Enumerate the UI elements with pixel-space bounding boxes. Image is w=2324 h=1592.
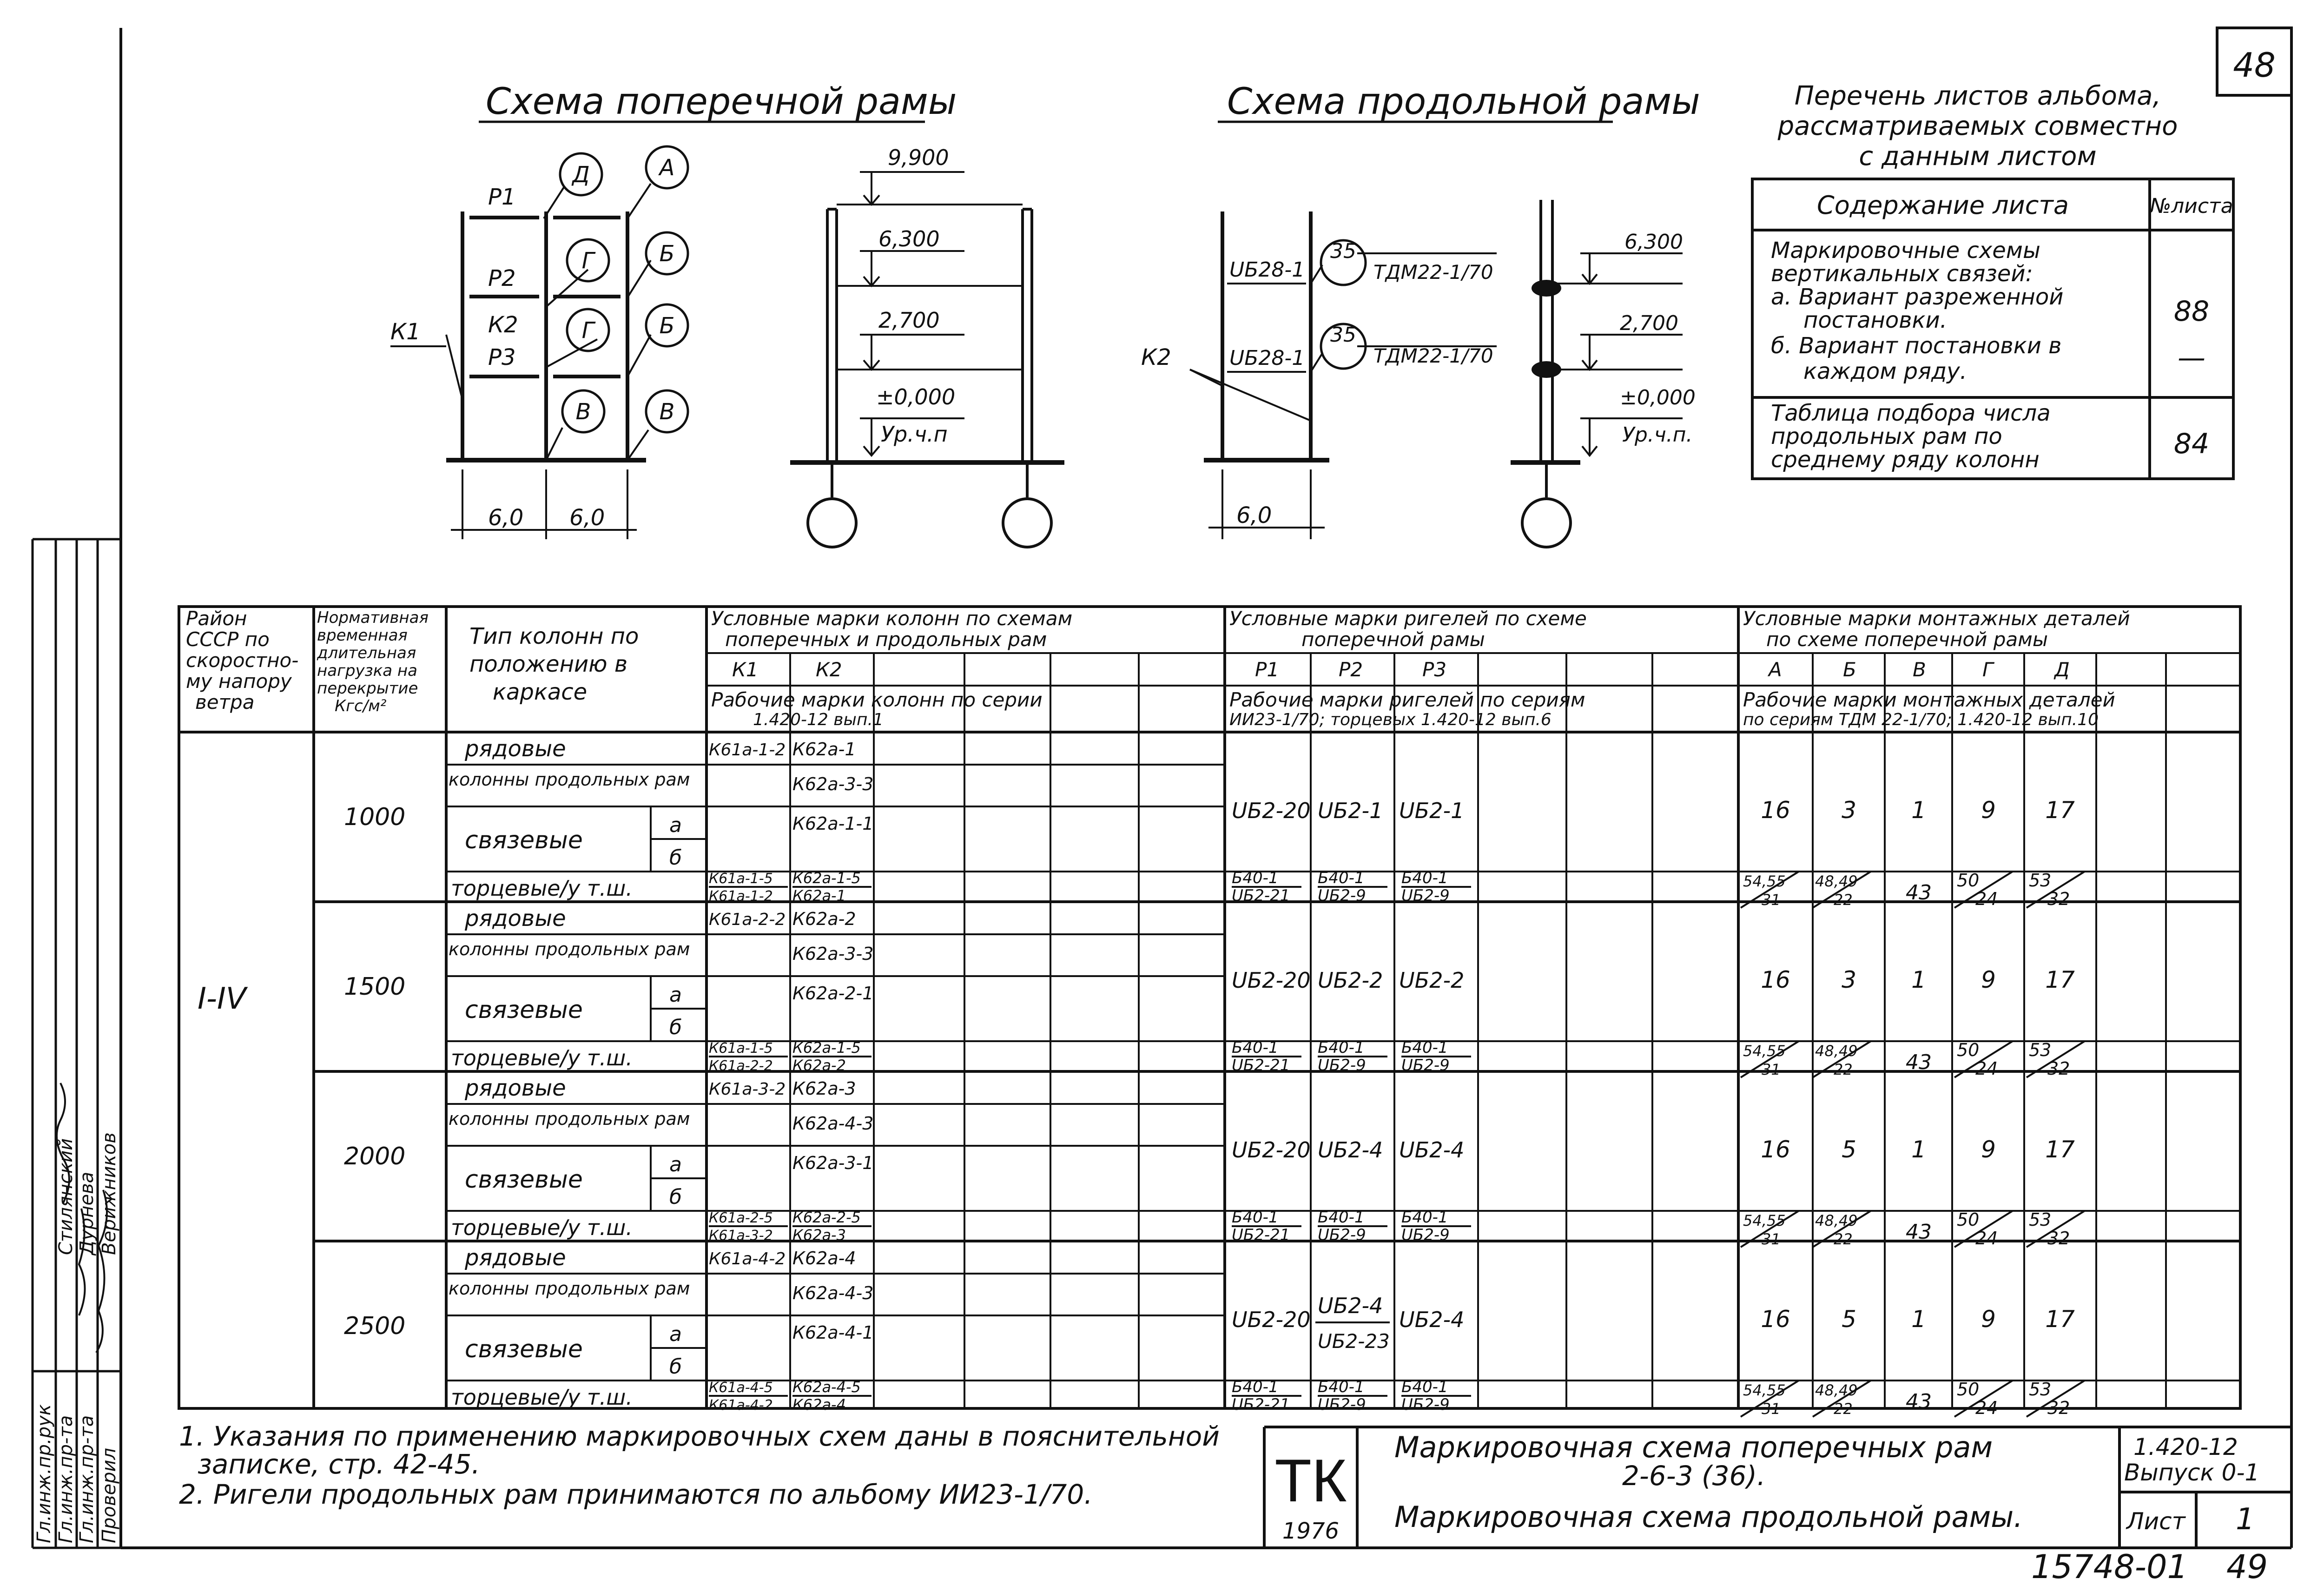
det-b: 3: [1842, 797, 1856, 824]
note-1-cont: записке, стр. 42-45.: [198, 1448, 480, 1480]
elev-9900: 9,900: [888, 145, 949, 170]
elev-0000: ±0,000: [876, 384, 956, 410]
k2-end-top: К62а-1-5: [792, 1039, 861, 1057]
type-tie-a: а: [669, 983, 682, 1007]
label-p1: Р1: [488, 184, 516, 210]
det-b: 5: [1842, 1136, 1856, 1163]
header-region: [186, 607, 298, 713]
det-d-end-bottom: 32: [2047, 889, 2070, 909]
type-row: рядовые: [465, 736, 566, 762]
det-a: 16: [1761, 1136, 1790, 1163]
k2-end-top: К62а-2-5: [792, 1209, 861, 1226]
elev-floor: Ур.ч.п: [881, 422, 948, 447]
p1-end-top: Б40-1: [1232, 1208, 1279, 1227]
row1-line6: каждом ряду.: [1803, 358, 1967, 384]
p3-end-bottom: UБ2-9: [1401, 886, 1450, 905]
role-3: Гл.инж.пр-та: [76, 1415, 98, 1543]
h-det-b: Б: [1843, 658, 1856, 681]
type-tie-b: б: [669, 1016, 682, 1039]
label-p2: Р2: [488, 265, 516, 291]
det-g-end-bottom: 24: [1975, 889, 1998, 909]
det-b-end-top: 48,49: [1815, 1381, 1858, 1399]
type-tie-a: а: [669, 1322, 682, 1346]
h-load-5: перекрытие: [317, 679, 418, 698]
h-det-marks-2: по схеме поперечной рамы: [1766, 628, 2048, 651]
k2-long: К62а-3-3: [792, 944, 874, 964]
det-a-end-bottom: 31: [1762, 1061, 1781, 1078]
circle-g2: Г: [581, 317, 594, 344]
k2-row: К62а-4: [792, 1248, 856, 1268]
det-v-end: 43: [1906, 881, 1932, 905]
row1-val1: 88: [2173, 295, 2210, 328]
type-tie-b: б: [669, 1355, 682, 1379]
det-b: 3: [1842, 966, 1856, 993]
k2-tie: К62а-4-1: [792, 1322, 874, 1343]
h-det-d: Д: [2054, 658, 2070, 681]
det-v: 1: [1911, 1136, 1926, 1163]
det-d-end-top: 53: [2029, 1209, 2052, 1230]
det-a: 16: [1761, 797, 1790, 824]
det-d: 17: [2045, 797, 2075, 824]
circle-v1: В: [575, 399, 591, 425]
label-p3: Р3: [488, 344, 516, 370]
type-end: торцевые/у т.ш.: [451, 876, 633, 901]
det-b: 5: [1842, 1306, 1856, 1333]
beam-supports: [1532, 280, 1561, 378]
row2-val: 84: [2173, 428, 2210, 460]
det-a-end-top: 54,55: [1743, 872, 1786, 890]
p1-value: UБ2-20: [1232, 798, 1311, 823]
issue: Выпуск 0-1: [2124, 1459, 2260, 1486]
row1-line5: б. Вариант постановки в: [1771, 333, 2062, 359]
note-2: 2. Ригели продольных рам принимаются по альбому ИИ23-1/70.: [179, 1479, 1093, 1510]
k2-long: К62а-4-3: [792, 1113, 874, 1134]
h-det-work-1: Рабочие марки монтажных деталей: [1743, 688, 2115, 711]
row1-val2: —: [2178, 342, 2205, 374]
long-elev-floor: Ур.ч.п.: [1622, 423, 1693, 447]
type-tie: связевые: [465, 996, 583, 1024]
h-det-work-2: по сериям ТДМ 22-1/70; 1.420-12 вып.10: [1743, 710, 2099, 729]
circle-d: Д: [572, 162, 590, 188]
h-rig-p2: Р2: [1339, 658, 1363, 681]
h-rig-p3: Р3: [1422, 658, 1447, 681]
p3-value: UБ2-4: [1399, 1137, 1465, 1163]
det-a-end-bottom: 31: [1762, 1230, 1781, 1248]
approval-block: [33, 539, 121, 1548]
long-elev-0000: ±0,000: [1620, 386, 1696, 410]
h-region-5: ветра: [195, 691, 255, 713]
role-1: Гл.инж.пр.рук: [33, 1404, 55, 1543]
type-long: колонны продольных рам: [449, 1109, 690, 1129]
notes: [179, 1420, 1220, 1510]
type-end: торцевые/у т.ш.: [451, 1215, 633, 1240]
h-load-4: нагрузка на: [317, 661, 417, 680]
p1-end-top: Б40-1: [1232, 1038, 1279, 1057]
header-type: [469, 623, 639, 705]
long-elev-2700: 2,700: [1620, 311, 1678, 335]
det-a-end-top: 54,55: [1743, 1042, 1786, 1060]
k2-end-bottom: К62а-2: [792, 1057, 846, 1074]
k1-end-bottom: К61а-1-2: [709, 888, 773, 905]
k2-end-top: К62а-4-5: [792, 1378, 861, 1396]
p3-end-bottom: UБ2-9: [1401, 1226, 1450, 1244]
det-a: 16: [1761, 966, 1790, 993]
p3-end-top: Б40-1: [1401, 1378, 1448, 1396]
label-ub1: UБ28-1: [1229, 258, 1305, 282]
row1-line3: а. Вариант разреженной: [1771, 284, 2064, 310]
type-tie-b: б: [669, 1185, 682, 1209]
det-b-end-top: 48,49: [1815, 872, 1858, 890]
p1-value: UБ2-20: [1232, 968, 1311, 993]
det-d-end-top: 53: [2029, 1379, 2052, 1400]
type-tie: связевые: [465, 826, 583, 854]
k1-end-bottom: К61а-4-2: [709, 1397, 773, 1414]
role-4: Проверил: [99, 1447, 120, 1543]
det-g: 9: [1981, 1136, 1996, 1163]
k2-row: К62а-2: [792, 909, 856, 929]
h-rig-work-1: Рабочие марки ригелей по сериям: [1229, 688, 1585, 711]
k2-row: К62а-1: [792, 739, 856, 760]
long-elev-6300: 6,300: [1624, 230, 1683, 254]
type-row: рядовые: [465, 905, 566, 931]
name-2: Дурнева: [76, 1171, 98, 1255]
name-1: Стилянский: [55, 1138, 77, 1255]
det-a-end-bottom: 31: [1762, 891, 1781, 909]
p2-value-top: UБ2-4: [1318, 1293, 1383, 1318]
det-b-end-bottom: 22: [1834, 1400, 1853, 1418]
det-v: 1: [1911, 797, 1926, 824]
row2-line2: продольных рам по: [1771, 423, 2002, 449]
label-ub2: UБ28-1: [1229, 346, 1305, 370]
type-long: колонны продольных рам: [449, 939, 690, 959]
k2-end-top: К62а-1-5: [792, 869, 861, 887]
det-g: 9: [1981, 1306, 1996, 1333]
p3-end-bottom: UБ2-9: [1401, 1056, 1450, 1075]
h-rig-work-2: ИИ23-1/70; торцевых 1.420-12 вып.6: [1229, 710, 1552, 729]
det-d-end-bottom: 32: [2047, 1058, 2070, 1079]
h-type-1: Тип колонн по: [469, 623, 639, 649]
p2-end-top: Б40-1: [1318, 1378, 1365, 1396]
header-load: [317, 608, 429, 715]
det-b-end-bottom: 22: [1834, 1230, 1853, 1248]
circle-b1: Б: [659, 241, 675, 267]
h-rig-marks-1: Условные марки ригелей по схеме: [1229, 607, 1587, 630]
type-row: рядовые: [465, 1075, 566, 1101]
k1-end-top: К61а-4-5: [709, 1380, 773, 1396]
p1-end-bottom: UБ2-21: [1232, 1226, 1290, 1244]
type-long: колонны продольных рам: [449, 769, 690, 790]
k2-end-bottom: К62а-1: [792, 887, 846, 905]
note-1: 1. Указания по применению маркировочных схем даны в пояснительной: [179, 1420, 1220, 1452]
row1-line1: Маркировочные схемы: [1771, 238, 2040, 264]
p1-value: UБ2-20: [1232, 1137, 1311, 1163]
sheet-label: Лист: [2126, 1508, 2185, 1535]
list-col-content: Содержание листа: [1817, 191, 2069, 220]
det-d: 17: [2045, 1136, 2075, 1163]
k2-tie: К62а-1-1: [792, 813, 874, 834]
title-line-3: Маркировочная схема продольной рамы.: [1394, 1500, 2023, 1534]
det-d-end-top: 53: [2029, 1040, 2052, 1060]
h-region-1: Район: [186, 607, 247, 630]
det-v-end: 43: [1906, 1050, 1932, 1074]
long-dim: 6,0: [1236, 502, 1272, 528]
p2-value: UБ2-2: [1318, 968, 1383, 993]
main-table: [179, 607, 2240, 1418]
label-k2-long: К2: [1141, 344, 1171, 370]
k1-end-bottom: К61а-2-2: [709, 1058, 773, 1074]
p1-value: UБ2-20: [1232, 1307, 1311, 1332]
det-v: 1: [1911, 966, 1926, 993]
det-v: 1: [1911, 1306, 1926, 1333]
h-col-k2: К2: [816, 658, 842, 681]
det-b-end-bottom: 22: [1834, 1061, 1853, 1078]
circle-b2: Б: [659, 313, 675, 339]
h-load-2: временная: [317, 626, 408, 645]
sheet-number: 1: [2236, 1502, 2255, 1537]
k1-end-bottom: К61а-3-2: [709, 1228, 773, 1244]
k2-end-bottom: К62а-3: [792, 1226, 846, 1244]
list-col-sheet: №листа: [2150, 194, 2233, 218]
year: 1976: [1282, 1518, 1340, 1544]
p2-end-bottom: UБ2-9: [1318, 1056, 1366, 1075]
k1-row: К61а-3-2: [709, 1080, 786, 1099]
p2-end-top: Б40-1: [1318, 1208, 1365, 1227]
row2-line1: Таблица подбора числа: [1771, 400, 2051, 426]
h-det-v: В: [1913, 658, 1926, 681]
k1-end-top: К61а-1-5: [709, 871, 773, 887]
p3-end-top: Б40-1: [1401, 1038, 1448, 1057]
title-line-2: 2-6-3 (36).: [1622, 1460, 1766, 1492]
det-d: 17: [2045, 966, 2075, 993]
p3-end-top: Б40-1: [1401, 869, 1448, 887]
det-d-end-bottom: 32: [2047, 1228, 2070, 1248]
circle-a: А: [659, 155, 675, 181]
type-tie-a: а: [669, 813, 682, 837]
h-det-a: А: [1769, 658, 1782, 681]
series: 1.420-12: [2133, 1433, 2238, 1460]
k1-row: К61а-4-2: [709, 1249, 786, 1268]
circle-v2: В: [659, 399, 675, 425]
p1-end-bottom: UБ2-21: [1232, 1056, 1290, 1075]
h-det-g: Г: [1982, 658, 1994, 681]
label-tdm2: ТДМ22-1/70: [1373, 344, 1493, 367]
det-d-end-top: 53: [2029, 870, 2052, 891]
det-a-end-bottom: 31: [1762, 1400, 1781, 1418]
p3-value: UБ2-2: [1399, 968, 1465, 993]
dim-1: 6,0: [488, 505, 524, 531]
h-col-marks-2: поперечных и продольных рам: [725, 628, 1047, 651]
det-b-end-top: 48,49: [1815, 1212, 1858, 1229]
load-value: 2500: [344, 1312, 406, 1340]
h-load-6: Кгс/м²: [335, 697, 387, 715]
h-col-k1: К1: [732, 658, 759, 681]
k1-end-top: К61а-1-5: [709, 1040, 773, 1057]
load-value: 1000: [344, 803, 406, 831]
label-35b: 35: [1330, 323, 1356, 347]
elev-6300: 6,300: [878, 226, 940, 251]
det-b-end-top: 48,49: [1815, 1042, 1858, 1060]
p1-end-top: Б40-1: [1232, 1378, 1279, 1396]
p1-end-bottom: UБ2-21: [1232, 886, 1290, 905]
list-title-3: с данным листом: [1859, 141, 2097, 172]
det-a: 16: [1761, 1306, 1790, 1333]
label-k1: К1: [390, 319, 421, 345]
page-number: 48: [2233, 46, 2276, 85]
det-v-end: 43: [1906, 1220, 1932, 1244]
h-type-3: каркасе: [493, 679, 588, 705]
k2-tie: К62а-3-1: [792, 1153, 874, 1173]
k1-row: К61а-1-2: [709, 740, 786, 760]
type-tie: связевые: [465, 1335, 583, 1363]
h-col-marks-1: Условные марки колонн по схемам: [711, 607, 1073, 630]
cross-section: [390, 81, 1064, 547]
p2-value: UБ2-1: [1318, 798, 1383, 823]
long-section: [1141, 81, 1700, 547]
h-col-work-1: Рабочие марки колонн по серии: [711, 688, 1043, 711]
k1-end-top: К61а-2-5: [709, 1210, 773, 1226]
p3-end-bottom: UБ2-9: [1401, 1395, 1450, 1414]
h-load-1: Нормативная: [317, 608, 429, 627]
k2-tie: К62а-2-1: [792, 983, 874, 1004]
row1-line4: постановки.: [1803, 307, 1947, 333]
region-value: I-IV: [198, 982, 246, 1016]
p2-value: UБ2-4: [1318, 1137, 1383, 1163]
det-g: 9: [1981, 797, 1996, 824]
h-type-2: положению в: [469, 651, 628, 677]
label-k2: К2: [488, 312, 518, 338]
h-rig-marks-2: поперечной рамы: [1301, 628, 1485, 651]
h-col-work-2: 1.420-12 вып.1: [753, 710, 884, 729]
h-det-marks-1: Условные марки монтажных деталей: [1743, 607, 2130, 630]
p3-value: UБ2-4: [1399, 1307, 1465, 1332]
load-value: 1500: [344, 973, 406, 1001]
type-tie-b: б: [669, 846, 682, 870]
h-region-3: скоростно-: [186, 649, 299, 672]
det-g-end-top: 50: [1957, 1379, 1980, 1400]
k2-end-bottom: К62а-4: [792, 1396, 846, 1414]
load-value: 2000: [344, 1143, 406, 1170]
elev-2700: 2,700: [878, 308, 940, 333]
type-row: рядовые: [465, 1245, 566, 1271]
h-rig-p1: Р1: [1255, 658, 1280, 681]
role-2: Гл.инж.пр-та: [55, 1415, 77, 1543]
k2-long: К62а-3-3: [792, 774, 874, 794]
k2-long: К62а-4-3: [792, 1283, 874, 1303]
p2-end-top: Б40-1: [1318, 869, 1365, 887]
title-block: [1264, 1427, 2291, 1548]
det-g: 9: [1981, 966, 1996, 993]
p3-value: UБ2-1: [1399, 798, 1465, 823]
row1-line2: вертикальных связей:: [1771, 261, 2033, 287]
cross-title: Схема поперечной рамы: [486, 81, 957, 123]
dim-2: 6,0: [569, 505, 605, 531]
row2-line3: среднему ряду колонн: [1771, 447, 2040, 473]
type-end: торцевые/у т.ш.: [451, 1045, 633, 1070]
det-g-end-top: 50: [1957, 1209, 1980, 1230]
det-g-end-top: 50: [1957, 1040, 1980, 1060]
det-d-end-bottom: 32: [2047, 1398, 2070, 1418]
footer-code: 15748-01: [2031, 1548, 2188, 1586]
h-region-4: му напору: [186, 670, 292, 693]
title-line-1: Маркировочная схема поперечных рам: [1394, 1430, 1993, 1464]
det-v-end: 43: [1906, 1390, 1932, 1414]
p2-end-bottom: UБ2-9: [1318, 1395, 1366, 1414]
label-tdm1: ТДМ22-1/70: [1373, 261, 1493, 284]
type-long: колонны продольных рам: [449, 1278, 690, 1299]
p2-end-bottom: UБ2-9: [1318, 886, 1366, 905]
det-b-end-bottom: 22: [1834, 891, 1853, 909]
name-3: Верижников: [99, 1132, 120, 1255]
h-load-3: длительная: [317, 644, 416, 662]
sheet-list: [1752, 81, 2233, 479]
k2-row: К62а-3: [792, 1078, 856, 1099]
det-g-end-bottom: 24: [1975, 1398, 1998, 1418]
list-title-1: Перечень листов альбома,: [1794, 81, 2161, 111]
label-35a: 35: [1330, 239, 1356, 263]
p2-end-bottom: UБ2-9: [1318, 1226, 1366, 1244]
det-d: 17: [2045, 1306, 2075, 1333]
org-logo: ТК: [1274, 1447, 1347, 1514]
det-a-end-top: 54,55: [1743, 1212, 1786, 1229]
h-region-2: СССР по: [186, 628, 270, 651]
det-g-end-bottom: 24: [1975, 1058, 1998, 1079]
det-g-end-top: 50: [1957, 870, 1980, 891]
p1-end-top: Б40-1: [1232, 869, 1279, 887]
list-title-2: рассматриваемых совместно: [1777, 111, 2178, 141]
det-a-end-top: 54,55: [1743, 1381, 1786, 1399]
circle-g1: Г: [581, 248, 594, 274]
footer-page: 49: [2226, 1548, 2268, 1586]
det-g-end-bottom: 24: [1975, 1228, 1998, 1248]
type-tie-a: а: [669, 1153, 682, 1176]
p2-value-bottom: UБ2-23: [1318, 1330, 1390, 1353]
type-end: торцевые/у т.ш.: [451, 1385, 633, 1410]
p3-end-top: Б40-1: [1401, 1208, 1448, 1227]
p1-end-bottom: UБ2-21: [1232, 1395, 1290, 1414]
k1-row: К61а-2-2: [709, 910, 786, 929]
type-tie: связевые: [465, 1166, 583, 1194]
long-title: Схема продольной рамы: [1227, 81, 1700, 123]
p2-end-top: Б40-1: [1318, 1038, 1365, 1057]
